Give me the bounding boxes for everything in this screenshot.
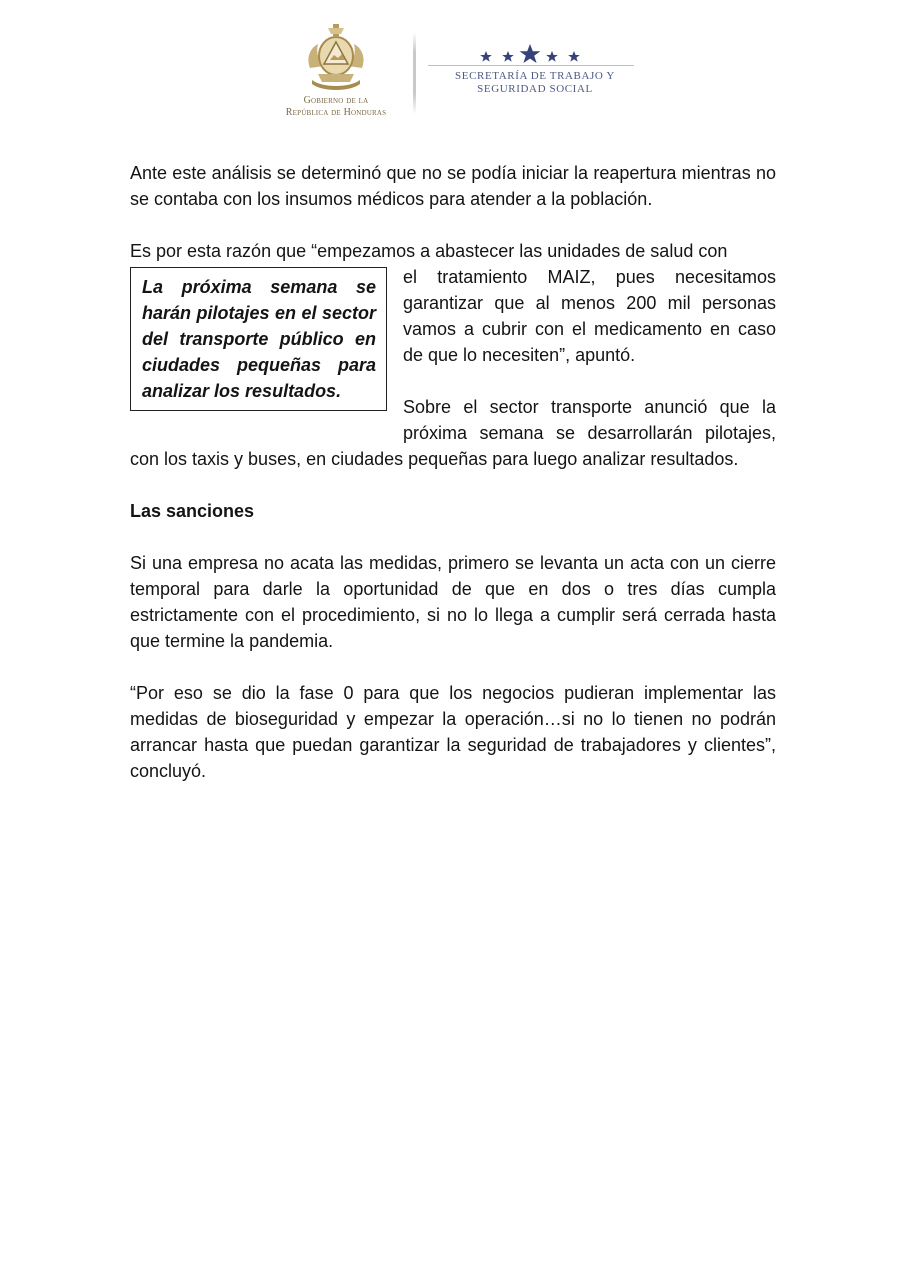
government-name	[262, 95, 410, 119]
secretaria-name-line2: SEGURIDAD SOCIAL	[477, 83, 593, 95]
article-body	[130, 160, 776, 784]
five-stars-icon	[478, 42, 582, 64]
government-name-line2: República de Honduras	[285, 107, 387, 118]
government-name-line1: Gobierno de la	[303, 95, 369, 106]
section-heading-sanciones: Las sanciones	[130, 501, 255, 521]
stars-rule	[428, 65, 634, 66]
letterhead	[0, 0, 905, 130]
paragraph-conclusion: “Por eso se dio la fase 0 para que los negocios pudieran implementar las medidas de bioseguridad y empezar la operación…si no lo tienen no podrán arrancar hasta que puedan garantizar la seguridad de trabajadores y clientes”, concluyó.	[130, 683, 776, 781]
pull-quote-box: La próxima semana se harán pilotajes en el sector del transporte público en ciudades pequeñas para analizar los resultados.	[130, 267, 387, 411]
honduras-coat-of-arms-icon	[304, 22, 368, 92]
paragraph-transport: Sobre el sector transporte anunció que la próxima semana se desarrollarán pilotajes, con los taxis y buses, en ciudades pequeñas para luego analizar resultados.	[130, 397, 776, 469]
paragraph-supplies-intro: Es por esta razón que “empezamos a abastecer las unidades de salud con	[130, 241, 728, 261]
secretaria-name-line1: SECRETARÍA DE TRABAJO Y	[455, 70, 615, 82]
paragraph-sanctions: Si una empresa no acata las medidas, primero se levanta un acta con un cierre temporal para darle la oportunidad de que en dos o tres días cumpla estrictamente con el procedimiento, si no lo llega a cumplir será cerrada hasta que termine la pandemia.	[130, 553, 776, 651]
header-divider	[413, 32, 416, 114]
paragraph-supplies-quote: el tratamiento MAIZ, pues necesitamos garantizar que al menos 200 mil personas vamos a cubrir con el medicamento en caso de que lo necesiten”, apuntó.	[403, 267, 776, 365]
secretaria-name	[432, 70, 638, 96]
paragraph-analysis: Ante este análisis se determinó que no se podía iniciar la reapertura mientras no se contaba con los insumos médicos para atender a la población.	[130, 163, 776, 209]
